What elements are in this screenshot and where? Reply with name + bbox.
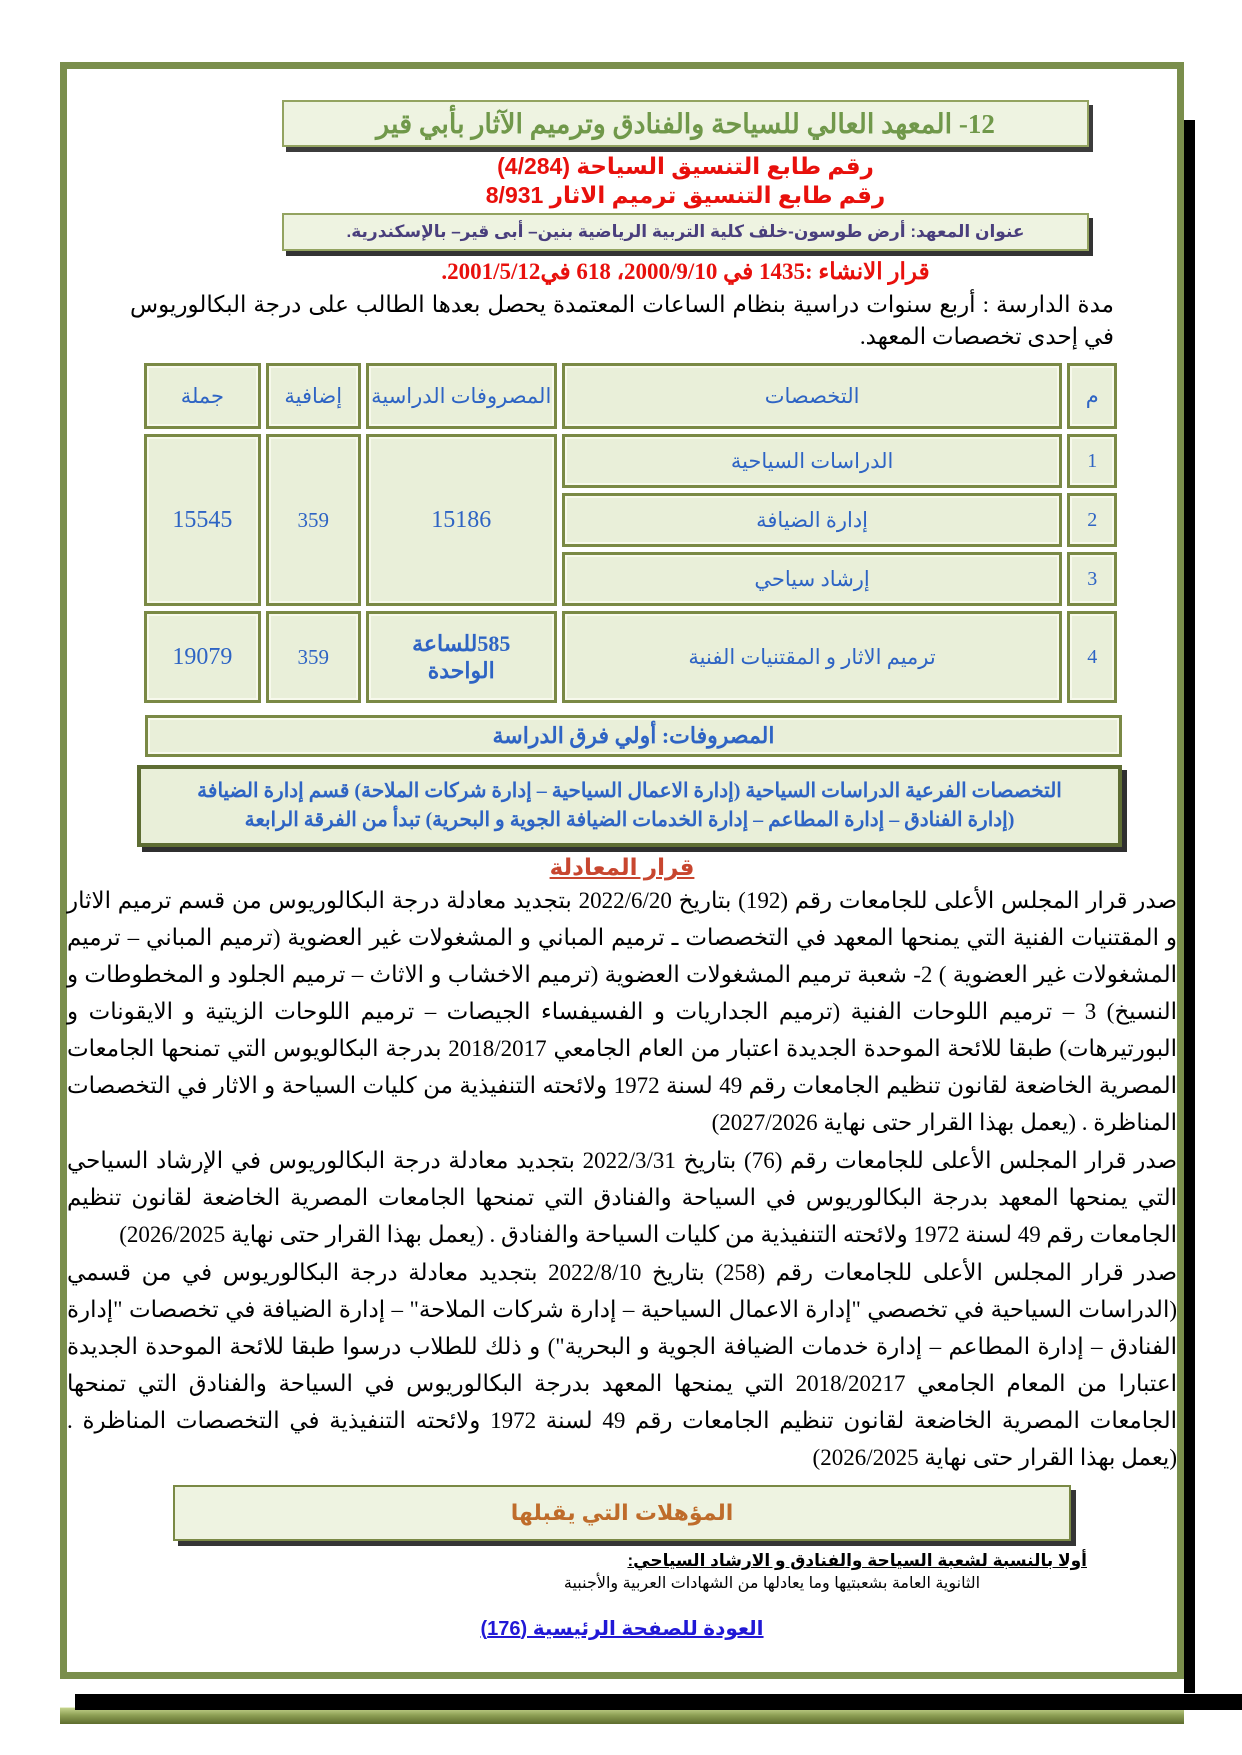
row-number-cell: 1 <box>1067 434 1117 488</box>
column-header-total: جملة <box>144 363 261 429</box>
specialization-cell: إرشاد سياحي <box>562 552 1063 606</box>
frame-shadow-right <box>1184 120 1195 1693</box>
total-merged-cell: 15545 <box>144 434 261 606</box>
frame-shadow-bottom <box>75 1694 1242 1710</box>
fees-table-header-row <box>144 363 1117 429</box>
stamp-restoration: رقم طابع التنسيق ترميم الاثار 8/931 <box>485 182 886 208</box>
first-section-title: أولا بالنسبة لشعبة السياحة والفنادق و الارشاد السياحي: <box>627 1551 1087 1570</box>
equivalency-heading: قرار المعادلة <box>549 854 695 880</box>
column-header-no: م <box>1067 363 1117 429</box>
row-number-cell: 3 <box>1067 552 1117 606</box>
equivalency-paragraph-1: صدر قرار المجلس الأعلى للجامعات رقم (192) بتاريخ 2022/6/20 بتجديد معادلة درجة البكالوريوس من قسم ترميم الاثار و المقتنيات الفنية التي يمنحها المعهد في التخصصات ـ ترميم المباني و المشغولات غير العضوية (ترميم المباني – ترميم المشغولات غير العضوية ) 2- شعبة ترميم المشغولات العضوية (ترميم الاخشاب و الاثاث – ترميم الجلود و المخطوطات و النسيخ) 3 – ترميم اللوحات الفنية (ترميم الجداريات و الفسيفساء الجيصات – ترميم اللوحات الزيتية و الايقونات و البورتيرهات) طبقا للائحة الموحدة الجديدة اعتبار من العام الجامعي 2018/2017 بدرجة البكالويوس التي تمنحها الجامعات المصرية الخاضعة لقانون تنظيم الجامعات رقم 49 لسنة 1972 ولائحته التنفيذية من كليات السياحة و الاثار في التخصصات المناظرة . (يعمل بهذا القرار حتى نهاية 2027/2026) <box>67 888 1177 1135</box>
address-box <box>282 213 1089 251</box>
sub-specializations-line1: التخصصات الفرعية الدراسات السياحية (إدارة الاعمال السياحية – إدارة شركات الملاحة) قسم إدارة الضيافة <box>197 780 1062 802</box>
column-header-fees: المصروفات الدراسية <box>366 363 557 429</box>
header-column <box>282 100 1089 287</box>
specialization-cell: إدارة الضيافة <box>562 493 1063 547</box>
row-number-cell: 4 <box>1067 611 1117 703</box>
stamp-tourism: رقم طابع التنسيق السياحة (4/284) <box>497 153 874 179</box>
first-section-text: الثانوية العامة بشعبتيها وما يعادلها من الشهادات العربية والأجنبية <box>563 1575 981 1592</box>
home-page-link[interactable]: العودة للصفحة الرئيسية (176) <box>480 1618 764 1640</box>
total-cell: 19079 <box>144 611 261 703</box>
institute-address: عنوان المعهد: أرض طوسون-خلف كلية التربية الرياضية بنين– أبى قير– بالإسكندرية. <box>346 222 1025 241</box>
table-row <box>144 611 1117 703</box>
page-content <box>67 100 1177 1703</box>
fees-merged-cell: 15186 <box>366 434 557 606</box>
row-number-cell: 2 <box>1067 493 1117 547</box>
sub-specializations-box <box>137 765 1122 847</box>
fees-per-hour: 585للساعة الواحدة <box>412 631 511 683</box>
sub-specializations-line2: (إدارة الفنادق – إدارة المطاعم – إدارة الخدمات الضيافة الجوية و البحرية) تبدأ من الفرقة الرابعة <box>244 809 1015 831</box>
study-duration: مدة الدارسة : أربع سنوات دراسية بنظام الساعات المعتمدة يحصل بعدها الطالب على درجة البكالوريوس في إحدى تخصصات المعهد. <box>130 292 1114 349</box>
specialization-cell: الدراسات السياحية <box>562 434 1063 488</box>
qualifications-box <box>173 1485 1071 1541</box>
equivalency-paragraph-3: صدر قرار المجلس الأعلى للجامعات رقم (258) بتاريخ 2022/8/10 بتجديد معادلة درجة البكالوريوس في من قسمي (الدراسات السياحية في تخصصي "إدارة الاعمال السياحية – إدارة شركات الملاحة" – إدارة الضيافة في تخصصات "إدارة الفنادق – إدارة المطاعم – إدارة خدمات الضيافة الجوية و البحرية") و ذلك للطلاب درسوا طبقا للائحة الموحدة الجديدة اعتبارا من المعام الجامعي 2018/20217 التي يمنحها المعهد بدرجة البكالوريوس في السياحة والفنادق التي تمنحها الجامعات المصرية الخاضعة لقانون تنظيم الجامعات رقم 49 لسنة 1972 ولائحته التنفيذية في التخصصات المناظرة . (يعمل بهذا القرار حتى نهاية 2026/2025) <box>67 1260 1177 1470</box>
coordination-stamps <box>282 152 1089 210</box>
qualifications-heading: المؤهلات التي يقبلها <box>510 1500 734 1525</box>
fees-footer-note: المصروفات: أولي فرق الدراسة <box>145 715 1122 757</box>
column-header-extra: إضافية <box>266 363 361 429</box>
fees-table <box>139 358 1122 708</box>
column-header-specialization: التخصصات <box>562 363 1063 429</box>
table-row <box>144 434 1117 488</box>
institute-title-box <box>282 100 1089 147</box>
specialization-cell: ترميم الاثار و المقتنيات الفنية <box>562 611 1063 703</box>
page-frame <box>60 62 1184 1679</box>
institute-title: 12- المعهد العالي للسياحة والفنادق وترميم الآثار بأبي قير <box>376 109 995 139</box>
extra-cell: 359 <box>266 611 361 703</box>
extra-merged-cell: 359 <box>266 434 361 606</box>
establishment-decree: قرار الانشاء :1435 في 2000/9/10، 618 في2001/5/12. <box>441 259 930 284</box>
fees-cell <box>366 611 557 703</box>
equivalency-paragraph-2: صدر قرار المجلس الأعلى للجامعات رقم (76) بتاريخ 2022/3/31 بتجديد معادلة درجة البكالوريوس في الإرشاد السياحي التي يمنحها المعهد بدرجة البكالوريوس في السياحة والفنادق التي تمنحها الجامعات المصرية الخاضعة لقانون تنظيم الجامعات رقم 49 لسنة 1972 ولائحته التنفيذية من كليات السياحة والفنادق . (يعمل بهذا القرار حتى نهاية 2026/2025) <box>67 1148 1177 1247</box>
